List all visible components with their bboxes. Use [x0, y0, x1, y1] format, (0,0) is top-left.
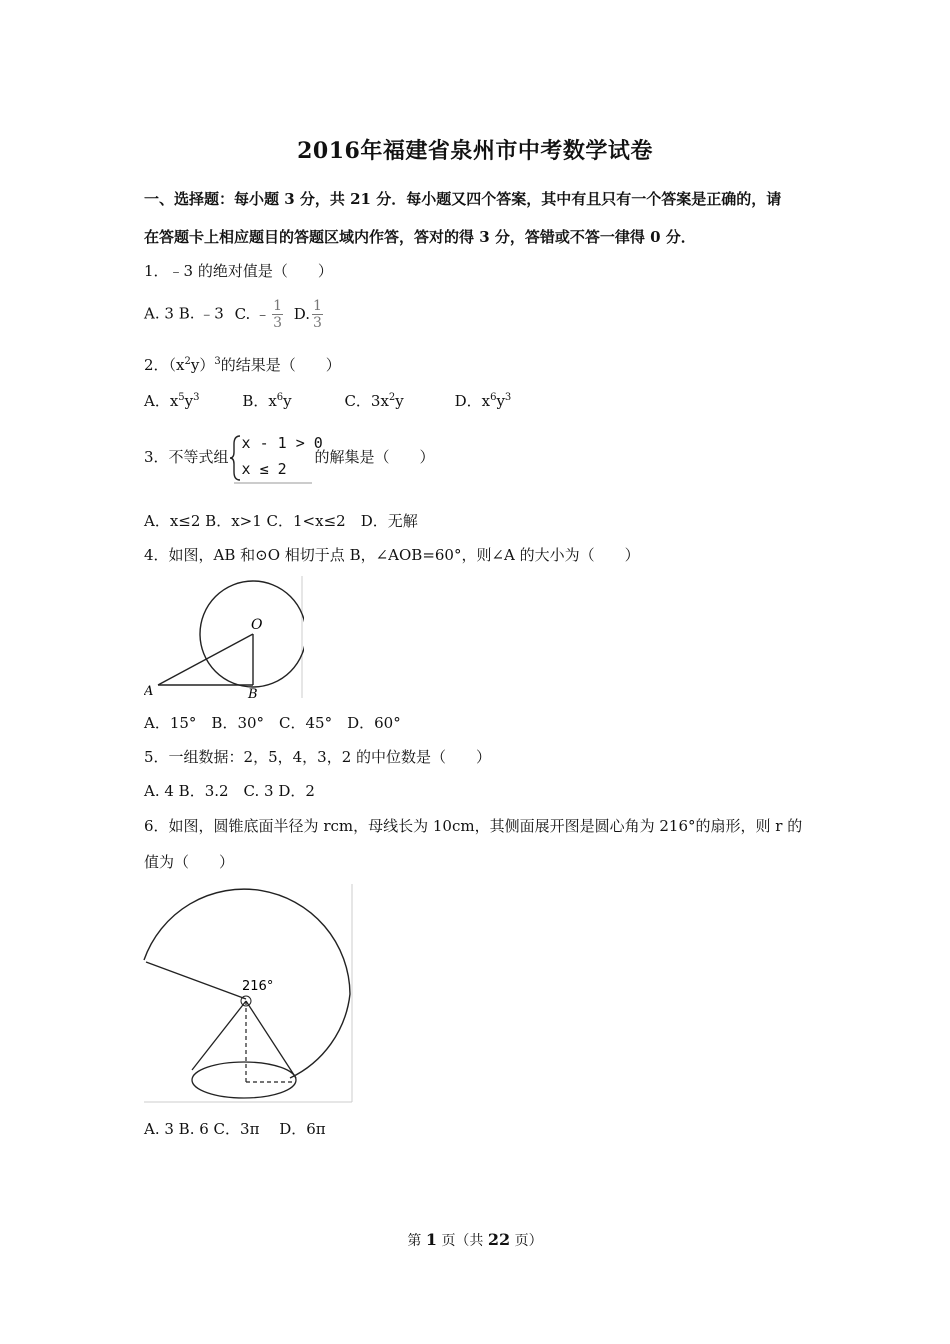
q2-options: [144, 390, 511, 411]
section-instructions-line2: 在答题卡上相应题目的答题区域内作答，答对的得 3 分，答错或不答一律得 0 分．: [144, 228, 696, 246]
q4-label-o: O: [251, 617, 263, 633]
q2-stem: 2．$(x^2y)^3$的结果是（ ）: [144, 356, 341, 374]
page-number: 1: [425, 1230, 437, 1249]
q3-inequality-1: x - 1 > 0: [241, 434, 323, 452]
q3-options: A．x≤2 B．x>1 C．1<x≤2 D．无解: [144, 512, 418, 530]
q6-figure: [140, 882, 356, 1104]
q1-stem: 1．﹣3 的绝对值是（ ）: [144, 262, 333, 280]
q1-option-c: C. ﹣: [234, 304, 271, 323]
section-instructions-line1: 一、选择题：每小题 3 分，共 21 分．每小题又四个答案，其中有且只有一个答案是正确的，请: [144, 190, 782, 208]
q4-label-b: B: [248, 687, 258, 700]
q2-option-b: B．$x^6y$: [242, 392, 292, 410]
q1-option-b: B. ﹣3: [178, 304, 224, 323]
page-title: 2016年福建省泉州市中考数学试卷: [297, 138, 653, 164]
q4-stem: 4．如图，AB 和⊙O 相切于点 B，∠AOB=60°，则∠A 的大小为（ ）: [144, 546, 640, 564]
q6-options: A. 3 B. 6 C．3π D．6π: [144, 1120, 326, 1138]
q1-option-d: D.: [293, 304, 311, 323]
q5-options: A. 4 B．3.2 C. 3 D．2: [144, 782, 315, 800]
q3-inequality-system-image: [230, 432, 323, 484]
q1-option-c-fraction: $\frac{1}{3}$: [273, 298, 282, 331]
q1-option-a: A. 3: [144, 304, 174, 323]
q4-options: A．15° B．30° C．45° D．60°: [144, 714, 401, 732]
q1-option-d-fraction: $\frac{1}{3}$: [313, 298, 322, 331]
q6-angle-label: 216°: [242, 979, 274, 994]
q2-option-d: D．$x^6y^3$: [454, 392, 512, 410]
q4-figure: [144, 574, 304, 700]
q3-inequality-2: x ≤ 2: [241, 460, 287, 478]
page-total: 22: [487, 1230, 511, 1249]
q6-stem-line2: 值为（ ）: [144, 853, 235, 871]
q6-stem-line1: 6．如图，圆锥底面半径为 rcm，母线长为 10cm，其侧面展开图是圆心角为 216°的扇形，则 r 的: [144, 817, 803, 835]
q1-options: [144, 298, 325, 331]
q2-option-a: A．$x^5y^3$: [144, 392, 200, 410]
q3-stem: 3．不等式组 x - 1 > 0 x ≤ 2 的解集是（ ）: [144, 432, 435, 484]
page-footer: 第 1 页（共 22 页）: [407, 1230, 543, 1249]
q2-option-c: C．$3x^2y$: [344, 392, 404, 410]
q4-label-a: A: [144, 684, 154, 699]
q5-stem: 5．一组数据：2，5，4，3，2 的中位数是（ ）: [144, 748, 492, 766]
